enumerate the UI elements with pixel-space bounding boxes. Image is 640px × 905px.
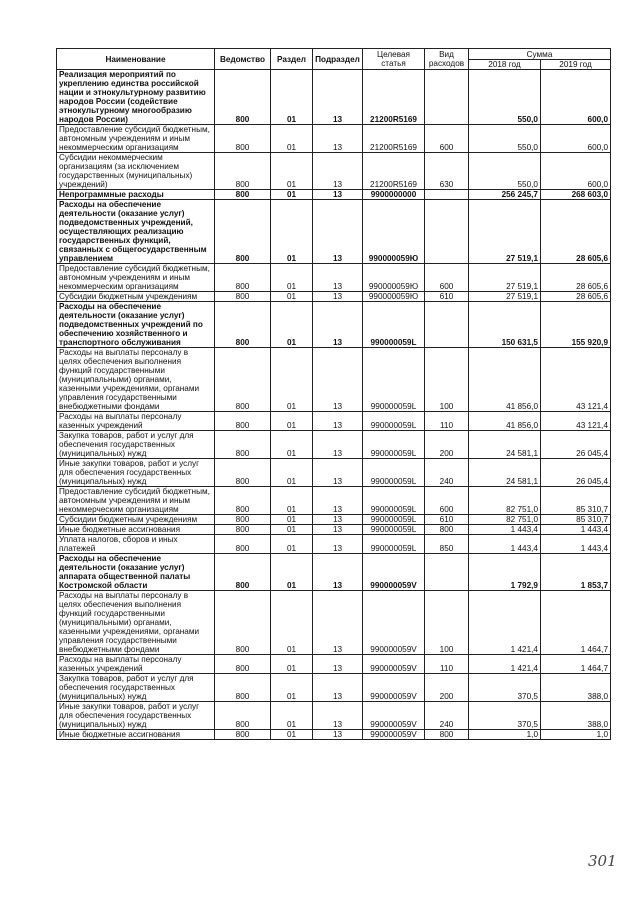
year-2-cell: 85 310,7 bbox=[541, 487, 611, 515]
table-row bbox=[57, 591, 611, 655]
page-number: 301 bbox=[588, 852, 617, 870]
target-cell: 990000059V bbox=[363, 655, 425, 674]
dept-cell: 800 bbox=[215, 348, 271, 412]
exptype-cell: 600 bbox=[425, 125, 469, 153]
dept-cell: 800 bbox=[215, 200, 271, 264]
section-cell: 01 bbox=[271, 200, 313, 264]
year-2-cell: 1 853,7 bbox=[541, 554, 611, 591]
section-cell: 01 bbox=[271, 554, 313, 591]
exptype-cell: 600 bbox=[425, 264, 469, 292]
year-2-cell: 28 605,6 bbox=[541, 292, 611, 302]
dept-cell: 800 bbox=[215, 264, 271, 292]
year-1-cell: 1,0 bbox=[469, 730, 541, 740]
year-2-cell: 600,0 bbox=[541, 153, 611, 190]
table-row bbox=[57, 535, 611, 554]
target-cell: 990000059V bbox=[363, 674, 425, 702]
table-row bbox=[57, 554, 611, 591]
dept-cell: 800 bbox=[215, 125, 271, 153]
subsection-cell: 13 bbox=[313, 591, 363, 655]
header-dept: Ведомство bbox=[215, 49, 271, 70]
table-row bbox=[57, 431, 611, 459]
year-1-cell: 24 581,1 bbox=[469, 431, 541, 459]
section-cell: 01 bbox=[271, 292, 313, 302]
header-target: Целевая статья bbox=[363, 49, 425, 70]
dept-cell: 800 bbox=[215, 702, 271, 730]
year-2-cell: 43 121,4 bbox=[541, 412, 611, 431]
target-cell: 990000059L bbox=[363, 487, 425, 515]
year-2-cell: 600,0 bbox=[541, 125, 611, 153]
dept-cell: 800 bbox=[215, 674, 271, 702]
table-row bbox=[57, 348, 611, 412]
exptype-cell: 100 bbox=[425, 591, 469, 655]
table-row bbox=[57, 292, 611, 302]
target-cell: 21200R5169 bbox=[363, 125, 425, 153]
section-cell: 01 bbox=[271, 125, 313, 153]
table-row bbox=[57, 190, 611, 200]
target-cell: 990000059L bbox=[363, 348, 425, 412]
year-2-cell: 600,0 bbox=[541, 70, 611, 125]
year-2-cell: 1 443,4 bbox=[541, 535, 611, 554]
table-row bbox=[57, 674, 611, 702]
target-cell: 990000059L bbox=[363, 525, 425, 535]
table-row bbox=[57, 525, 611, 535]
budget-table bbox=[56, 48, 611, 740]
year-1-cell: 27 519,1 bbox=[469, 264, 541, 292]
year-1-cell: 1 421,4 bbox=[469, 655, 541, 674]
name-cell: Расходы на обеспечение деятельности (оказание услуг) подведомственных учреждений, осуществляющих реализацию государственных функций, связанных с общегосударственным управлением bbox=[57, 200, 215, 264]
section-cell: 01 bbox=[271, 190, 313, 200]
name-cell: Субсидии бюджетным учреждениям bbox=[57, 292, 215, 302]
section-cell: 01 bbox=[271, 655, 313, 674]
header-exptype: Вид расходов bbox=[425, 49, 469, 70]
subsection-cell: 13 bbox=[313, 302, 363, 348]
year-2-cell: 85 310,7 bbox=[541, 515, 611, 525]
exptype-cell: 200 bbox=[425, 674, 469, 702]
target-cell: 990000059L bbox=[363, 412, 425, 431]
section-cell: 01 bbox=[271, 264, 313, 292]
name-cell: Закупка товаров, работ и услуг для обеспечения государственных (муниципальных) нужд bbox=[57, 674, 215, 702]
section-cell: 01 bbox=[271, 535, 313, 554]
name-cell: Предоставление субсидий бюджетным, автономным учреждениям и иным некоммерческим организациям bbox=[57, 125, 215, 153]
section-cell: 01 bbox=[271, 70, 313, 125]
table-row bbox=[57, 702, 611, 730]
table-row bbox=[57, 125, 611, 153]
subsection-cell: 13 bbox=[313, 730, 363, 740]
section-cell: 01 bbox=[271, 302, 313, 348]
budget-sheet bbox=[56, 48, 610, 740]
subsection-cell: 13 bbox=[313, 412, 363, 431]
year-1-cell: 24 581,1 bbox=[469, 459, 541, 487]
exptype-cell: 630 bbox=[425, 153, 469, 190]
year-2-cell: 1 443,4 bbox=[541, 525, 611, 535]
header-name: Наименование bbox=[57, 49, 215, 70]
year-1-cell: 550,0 bbox=[469, 125, 541, 153]
year-1-cell: 550,0 bbox=[469, 153, 541, 190]
target-cell: 990000059V bbox=[363, 730, 425, 740]
exptype-cell: 200 bbox=[425, 431, 469, 459]
subsection-cell: 13 bbox=[313, 200, 363, 264]
subsection-cell: 13 bbox=[313, 292, 363, 302]
year-2-cell: 155 920,9 bbox=[541, 302, 611, 348]
target-cell: 990000059V bbox=[363, 702, 425, 730]
dept-cell: 800 bbox=[215, 535, 271, 554]
exptype-cell bbox=[425, 554, 469, 591]
dept-cell: 800 bbox=[215, 302, 271, 348]
year-2-cell: 268 603,0 bbox=[541, 190, 611, 200]
name-cell: Непрограммные расходы bbox=[57, 190, 215, 200]
target-cell: 990000059Ю bbox=[363, 200, 425, 264]
subsection-cell: 13 bbox=[313, 487, 363, 515]
section-cell: 01 bbox=[271, 459, 313, 487]
year-1-cell: 1 421,4 bbox=[469, 591, 541, 655]
subsection-cell: 13 bbox=[313, 554, 363, 591]
year-1-cell: 1 443,4 bbox=[469, 525, 541, 535]
target-cell: 990000059L bbox=[363, 535, 425, 554]
section-cell: 01 bbox=[271, 674, 313, 702]
section-cell: 01 bbox=[271, 487, 313, 515]
dept-cell: 800 bbox=[215, 554, 271, 591]
name-cell: Закупка товаров, работ и услуг для обеспечения государственных (муниципальных) нужд bbox=[57, 431, 215, 459]
subsection-cell: 13 bbox=[313, 674, 363, 702]
target-cell: 990000059L bbox=[363, 459, 425, 487]
year-1-cell: 41 856,0 bbox=[469, 412, 541, 431]
header-year-2: 2019 год bbox=[541, 60, 611, 70]
target-cell: 21200R5169 bbox=[363, 153, 425, 190]
year-1-cell: 41 856,0 bbox=[469, 348, 541, 412]
subsection-cell: 13 bbox=[313, 348, 363, 412]
target-cell: 990000059L bbox=[363, 515, 425, 525]
dept-cell: 800 bbox=[215, 591, 271, 655]
subsection-cell: 13 bbox=[313, 459, 363, 487]
target-cell: 990000059V bbox=[363, 554, 425, 591]
name-cell: Реализация мероприятий по укреплению единства российской нации и этнокультурному развитию народов России (содействие этнокультурному многообразию народов России) bbox=[57, 70, 215, 125]
table-row bbox=[57, 302, 611, 348]
dept-cell: 800 bbox=[215, 70, 271, 125]
header-section: Раздел bbox=[271, 49, 313, 70]
section-cell: 01 bbox=[271, 525, 313, 535]
year-1-cell: 1 443,4 bbox=[469, 535, 541, 554]
year-1-cell: 27 519,1 bbox=[469, 292, 541, 302]
target-cell: 990000059V bbox=[363, 591, 425, 655]
dept-cell: 800 bbox=[215, 487, 271, 515]
exptype-cell: 600 bbox=[425, 487, 469, 515]
header-year-1: 2018 год bbox=[469, 60, 541, 70]
year-2-cell: 26 045,4 bbox=[541, 431, 611, 459]
subsection-cell: 13 bbox=[313, 264, 363, 292]
dept-cell: 800 bbox=[215, 412, 271, 431]
name-cell: Предоставление субсидий бюджетным, автономным учреждениям и иным некоммерческим организациям bbox=[57, 487, 215, 515]
section-cell: 01 bbox=[271, 348, 313, 412]
name-cell: Расходы на выплаты персоналу казенных учреждений bbox=[57, 655, 215, 674]
dept-cell: 800 bbox=[215, 515, 271, 525]
table-row bbox=[57, 70, 611, 125]
year-2-cell: 1 464,7 bbox=[541, 591, 611, 655]
table-row bbox=[57, 655, 611, 674]
year-2-cell: 388,0 bbox=[541, 702, 611, 730]
dept-cell: 800 bbox=[215, 459, 271, 487]
exptype-cell bbox=[425, 200, 469, 264]
dept-cell: 800 bbox=[215, 190, 271, 200]
name-cell: Иные бюджетные ассигнования bbox=[57, 730, 215, 740]
exptype-cell: 800 bbox=[425, 525, 469, 535]
section-cell: 01 bbox=[271, 591, 313, 655]
name-cell: Расходы на обеспечение деятельности (оказание услуг) аппарата общественной палаты Костромской области bbox=[57, 554, 215, 591]
target-cell: 21200R5169 bbox=[363, 70, 425, 125]
section-cell: 01 bbox=[271, 702, 313, 730]
name-cell: Субсидии некоммерческим организациям (за исключением государственных (муниципальных) учреждений) bbox=[57, 153, 215, 190]
exptype-cell: 610 bbox=[425, 515, 469, 525]
name-cell: Субсидии бюджетным учреждениям bbox=[57, 515, 215, 525]
dept-cell: 800 bbox=[215, 153, 271, 190]
subsection-cell: 13 bbox=[313, 535, 363, 554]
name-cell: Предоставление субсидий бюджетным, автономным учреждениям и иным некоммерческим организациям bbox=[57, 264, 215, 292]
table-row bbox=[57, 487, 611, 515]
exptype-cell: 240 bbox=[425, 459, 469, 487]
year-2-cell: 28 605,6 bbox=[541, 200, 611, 264]
name-cell: Иные закупки товаров, работ и услуг для обеспечения государственных (муниципальных) нужд bbox=[57, 702, 215, 730]
exptype-cell: 240 bbox=[425, 702, 469, 730]
year-1-cell: 370,5 bbox=[469, 674, 541, 702]
subsection-cell: 13 bbox=[313, 431, 363, 459]
dept-cell: 800 bbox=[215, 525, 271, 535]
year-1-cell: 150 631,5 bbox=[469, 302, 541, 348]
year-2-cell: 26 045,4 bbox=[541, 459, 611, 487]
subsection-cell: 13 bbox=[313, 190, 363, 200]
name-cell: Расходы на обеспечение деятельности (оказание услуг) подведомственных учреждений по обеспечению хозяйственного и транспортного обслуживания bbox=[57, 302, 215, 348]
subsection-cell: 13 bbox=[313, 515, 363, 525]
header-sum: Сумма bbox=[469, 49, 611, 60]
subsection-cell: 13 bbox=[313, 525, 363, 535]
table-row bbox=[57, 412, 611, 431]
dept-cell: 800 bbox=[215, 655, 271, 674]
exptype-cell bbox=[425, 302, 469, 348]
subsection-cell: 13 bbox=[313, 702, 363, 730]
year-1-cell: 256 245,7 bbox=[469, 190, 541, 200]
name-cell: Иные бюджетные ассигнования bbox=[57, 525, 215, 535]
exptype-cell: 850 bbox=[425, 535, 469, 554]
year-1-cell: 82 751,0 bbox=[469, 515, 541, 525]
dept-cell: 800 bbox=[215, 431, 271, 459]
dept-cell: 800 bbox=[215, 730, 271, 740]
table-row bbox=[57, 515, 611, 525]
header-subsection: Подраздел bbox=[313, 49, 363, 70]
year-2-cell: 1,0 bbox=[541, 730, 611, 740]
exptype-cell: 610 bbox=[425, 292, 469, 302]
dept-cell: 800 bbox=[215, 292, 271, 302]
subsection-cell: 13 bbox=[313, 655, 363, 674]
target-cell: 990000059Ю bbox=[363, 264, 425, 292]
target-cell: 990000059L bbox=[363, 431, 425, 459]
subsection-cell: 13 bbox=[313, 153, 363, 190]
table-row bbox=[57, 459, 611, 487]
section-cell: 01 bbox=[271, 153, 313, 190]
table-row bbox=[57, 200, 611, 264]
exptype-cell: 100 bbox=[425, 348, 469, 412]
year-2-cell: 388,0 bbox=[541, 674, 611, 702]
section-cell: 01 bbox=[271, 412, 313, 431]
name-cell: Иные закупки товаров, работ и услуг для обеспечения государственных (муниципальных) нужд bbox=[57, 459, 215, 487]
section-cell: 01 bbox=[271, 730, 313, 740]
table-body bbox=[57, 70, 611, 740]
table-row bbox=[57, 264, 611, 292]
year-1-cell: 370,5 bbox=[469, 702, 541, 730]
section-cell: 01 bbox=[271, 431, 313, 459]
exptype-cell: 800 bbox=[425, 730, 469, 740]
year-1-cell: 27 519,1 bbox=[469, 200, 541, 264]
subsection-cell: 13 bbox=[313, 125, 363, 153]
year-1-cell: 82 751,0 bbox=[469, 487, 541, 515]
year-1-cell: 1 792,9 bbox=[469, 554, 541, 591]
year-2-cell: 1 464,7 bbox=[541, 655, 611, 674]
section-cell: 01 bbox=[271, 515, 313, 525]
exptype-cell bbox=[425, 70, 469, 125]
name-cell: Расходы на выплаты персоналу в целях обеспечения выполнения функций государственными (муниципальными) органами, казенными учреждениями, органами управления государственными внебюджетными фондами bbox=[57, 348, 215, 412]
exptype-cell: 110 bbox=[425, 412, 469, 431]
target-cell: 990000059Ю bbox=[363, 292, 425, 302]
year-2-cell: 43 121,4 bbox=[541, 348, 611, 412]
name-cell: Расходы на выплаты персоналу в целях обеспечения выполнения функций государственными (муниципальными) органами, казенными учреждениями, органами управления государственными внебюджетными фондами bbox=[57, 591, 215, 655]
year-2-cell: 28 605,6 bbox=[541, 264, 611, 292]
table-row bbox=[57, 153, 611, 190]
exptype-cell: 110 bbox=[425, 655, 469, 674]
table-row bbox=[57, 730, 611, 740]
name-cell: Уплата налогов, сборов и иных платежей bbox=[57, 535, 215, 554]
year-1-cell: 550,0 bbox=[469, 70, 541, 125]
target-cell: 990000059L bbox=[363, 302, 425, 348]
subsection-cell: 13 bbox=[313, 70, 363, 125]
exptype-cell bbox=[425, 190, 469, 200]
name-cell: Расходы на выплаты персоналу казенных учреждений bbox=[57, 412, 215, 431]
target-cell: 9900000000 bbox=[363, 190, 425, 200]
